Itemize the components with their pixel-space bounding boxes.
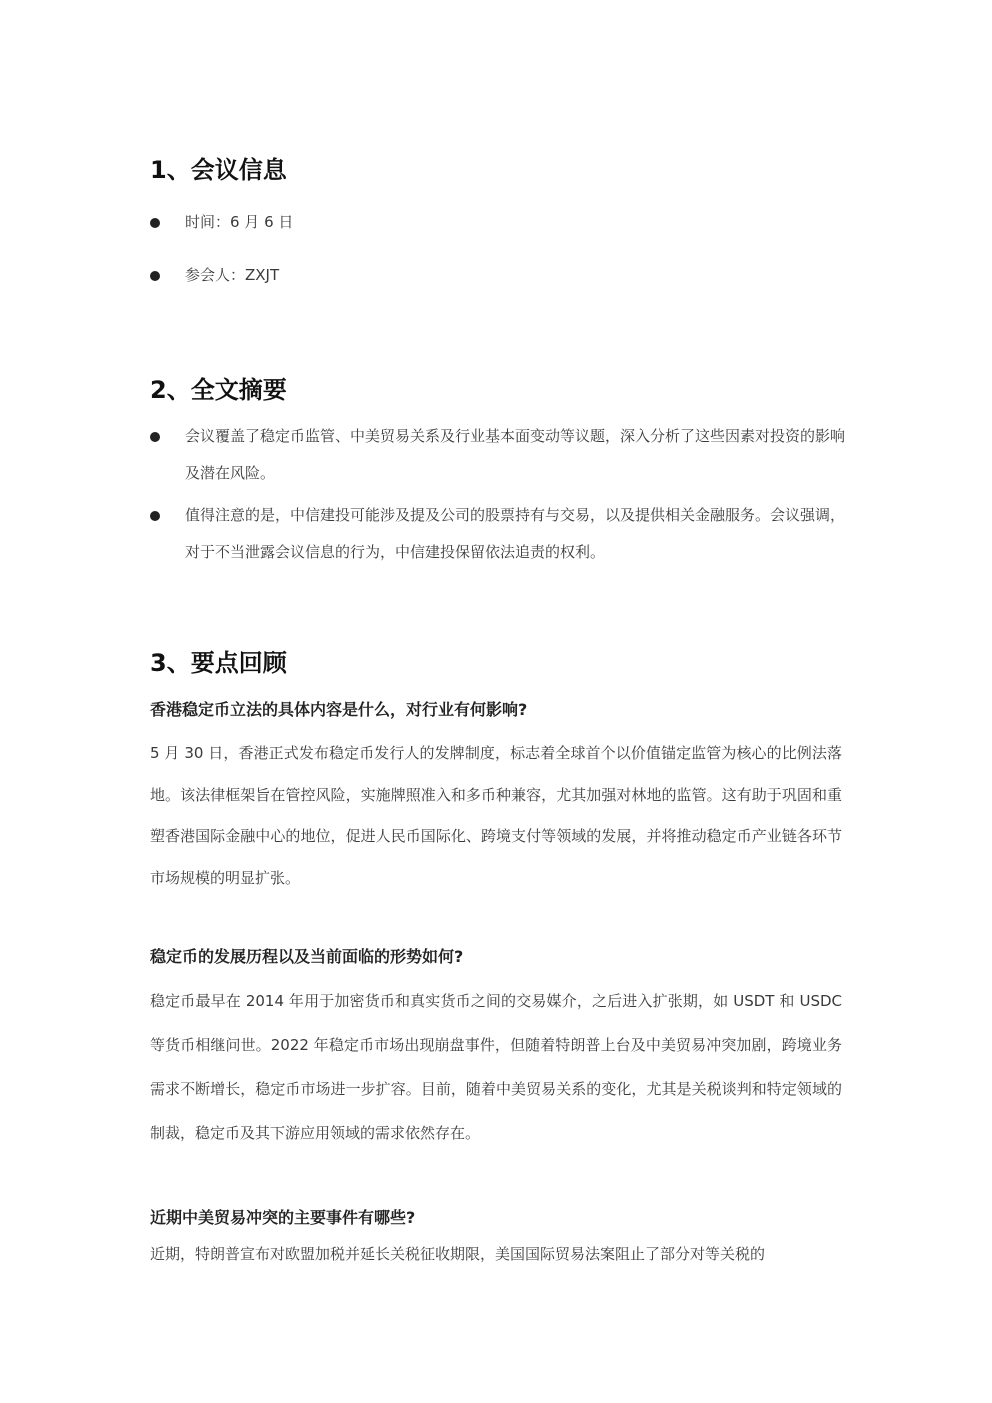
list-item bbox=[150, 257, 850, 294]
list-item-text: 时间：6 月 6 日 bbox=[185, 213, 294, 231]
list-item bbox=[150, 497, 850, 571]
section-heading: 2、全文摘要 bbox=[150, 376, 287, 404]
answer-paragraph: 近期，特朗普宣布对欧盟加税并延长关税征收期限，美国国际贸易法案阻止了部分对等关税的 bbox=[150, 1245, 766, 1263]
bullet-icon bbox=[150, 511, 160, 521]
list-item-text: 会议覆盖了稳定币监管、中美贸易关系及行业基本面变动等议题，深入分析了这些因素对投资的影响及潜在风险。 bbox=[185, 427, 846, 482]
bullet-icon bbox=[150, 218, 160, 228]
list-item-text: 值得注意的是，中信建投可能涉及提及公司的股票持有与交易，以及提供相关金融服务。会议强调，对于不当泄露会议信息的行为，中信建投保留依法追责的权利。 bbox=[185, 506, 846, 561]
question-heading: 稳定币的发展历程以及当前面临的形势如何? bbox=[150, 947, 464, 966]
question-heading: 香港稳定币立法的具体内容是什么，对行业有何影响? bbox=[150, 700, 528, 719]
list-item bbox=[150, 418, 850, 492]
bullet-icon bbox=[150, 271, 160, 281]
list-item bbox=[150, 204, 850, 241]
list-item-text: 参会人：ZXJT bbox=[185, 266, 280, 284]
section-heading: 3、要点回顾 bbox=[150, 649, 287, 677]
section-heading: 1、会议信息 bbox=[150, 156, 287, 184]
question-heading: 近期中美贸易冲突的主要事件有哪些? bbox=[150, 1208, 416, 1227]
bullet-icon bbox=[150, 432, 160, 442]
answer-paragraph: 5 月 30 日，香港正式发布稳定币发行人的发牌制度，标志着全球首个以价值锚定监管为核心的比例法落地。该法律框架旨在管控风险，实施牌照准入和多币种兼容，尤其加强对林地的监管。这有助于巩固和重塑香港国际金融中心的地位，促进人民币国际化、跨境支付等领域的发展，并将推动稳定币产业链各环节市场规模的明显扩张。 bbox=[150, 744, 842, 887]
answer-paragraph: 稳定币最早在 2014 年用于加密货币和真实货币之间的交易媒介，之后进入扩张期，如 USDT 和 USDC 等货币相继问世。2022 年稳定币市场出现崩盘事件，但随着特朗普上台及中美贸易冲突加剧，跨境业务需求不断增长，稳定币市场进一步扩容。目前，随着中美贸易关系的变化，尤其是关税谈判和特定领域的制裁，稳定币及其下游应用领域的需求依然存在。 bbox=[150, 992, 842, 1142]
